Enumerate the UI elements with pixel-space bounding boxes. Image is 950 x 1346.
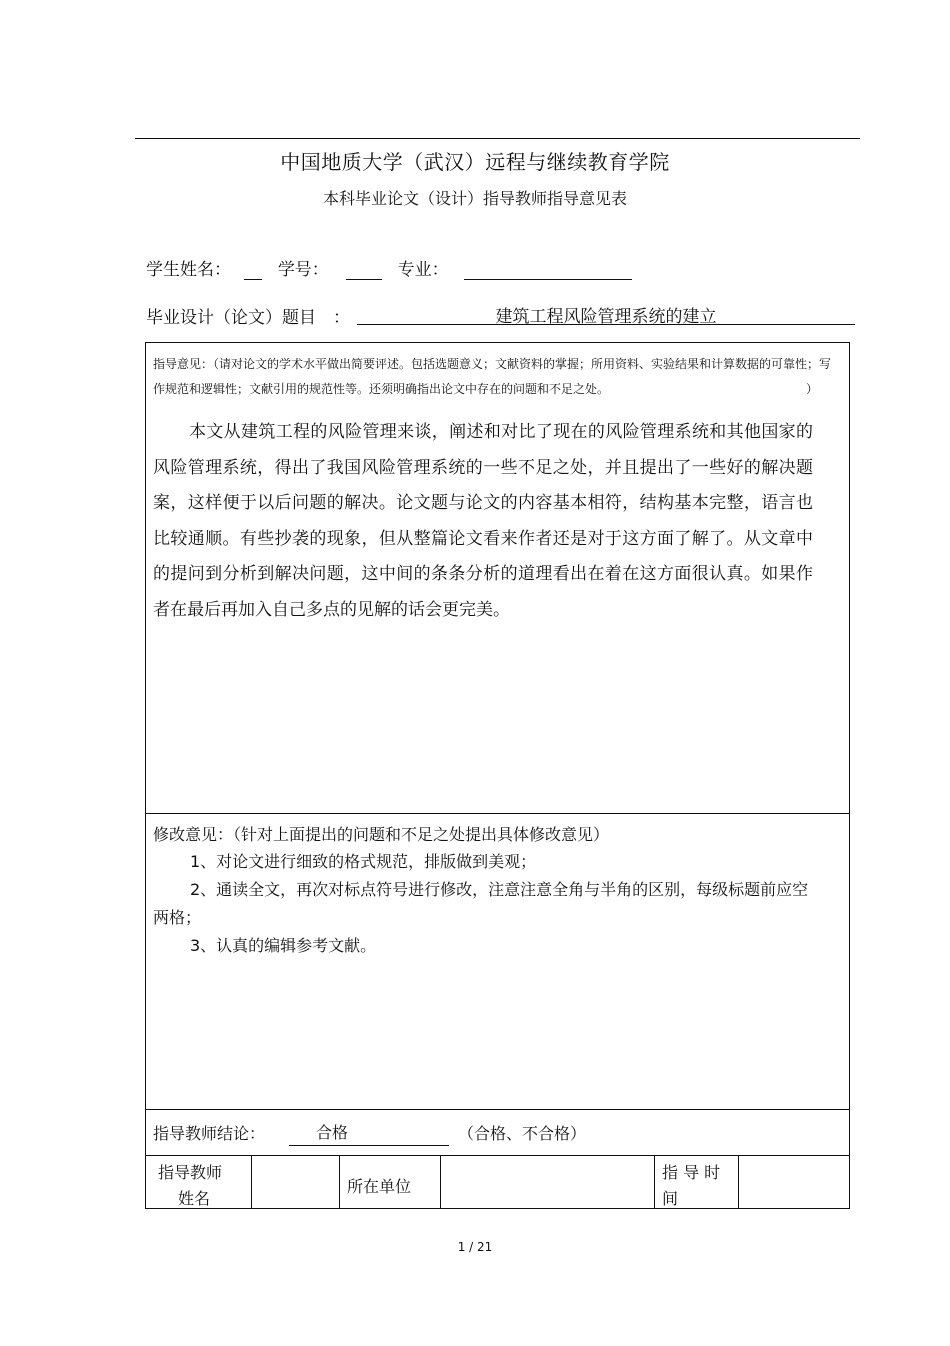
guidance-time-label-line1: 指 导 时 (662, 1163, 721, 1182)
topic-label: 毕业设计（论文）题目 ： (146, 308, 350, 328)
header-rule (135, 138, 860, 139)
table-divider (146, 1109, 849, 1110)
guidance-instructions: 指导意见：（请对论文的学术水平做出简要评述。包括选题意义；文献资料的掌握；所用资料、实验结果和计算数据的可靠性；写作规范和逻辑性；文献引用的规范性等。还须明确指出论文中存在的问题和不足之处。 (153, 357, 832, 396)
guidance-instructions-close: ） (806, 382, 819, 396)
major-blank (464, 259, 632, 280)
modification-item: 1、对论文进行细致的格式规范，排版做到美观； (190, 852, 537, 871)
guidance-form-table (145, 342, 850, 1209)
student-id-label: 学号： (277, 260, 329, 280)
student-info-row (146, 255, 632, 281)
student-name-blank (244, 259, 262, 280)
guidance-review-text: 本文从建筑工程的风险管理来谈，阐述和对比了现在的风险管理系统和其他国家的风险管理系统，得出了我国风险管理系统的一些不足之处，并且提出了一些好的解决题案，这样便于以后问题的解决。论文题与论文的内容基本相符，结构基本完整，语言也比较通顺。有些抄袭的现象，但从整篇论文看来作者还是对于这方面了解了。从文章中的提问到分析到解决问题，这中间的条条分析的道理看出在着在这方面很认真。如果作者在最后再加入自己多点的见解的话会更完美。 (153, 422, 813, 620)
conclusion-value: 合格 (316, 1123, 349, 1142)
table-column-divider (738, 1155, 739, 1208)
table-column-divider (251, 1155, 252, 1208)
table-column-divider (654, 1155, 655, 1208)
modification-item: 2、通读全文，再次对标点符号进行修改，注意注意全角与半角的区别，每级标题前应空两格； (153, 880, 809, 927)
modification-item: 3、认真的编辑参考文献。 (190, 936, 377, 955)
teacher-name-label-line1: 指导教师 (158, 1163, 223, 1182)
topic-value: 建筑工程风险管理系统的建立 (357, 302, 855, 325)
conclusion-options: （合格、不合格） (458, 1124, 587, 1143)
unit-label: 所在单位 (347, 1177, 412, 1196)
student-id-blank (346, 259, 382, 280)
table-column-divider (339, 1155, 340, 1208)
teacher-name-label-line2: 姓名 (178, 1189, 211, 1208)
page-number: 1 / 21 (457, 1240, 493, 1254)
modification-title: 修改意见：（针对上面提出的问题和不足之处提出具体修改意见） (153, 825, 610, 844)
institution-title: 中国地质大学（武汉）远程与继续教育学院 (280, 150, 670, 174)
table-divider (146, 813, 849, 814)
conclusion-label: 指导教师结论： (153, 1124, 266, 1143)
conclusion-value-field (289, 1121, 449, 1146)
student-name-label: 学生姓名： (146, 260, 231, 280)
form-title: 本科毕业论文（设计）指导教师指导意见表 (322, 189, 627, 208)
table-column-divider (440, 1155, 441, 1208)
major-label: 专业： (397, 260, 449, 280)
guidance-time-label-line2: 间 (662, 1189, 679, 1208)
